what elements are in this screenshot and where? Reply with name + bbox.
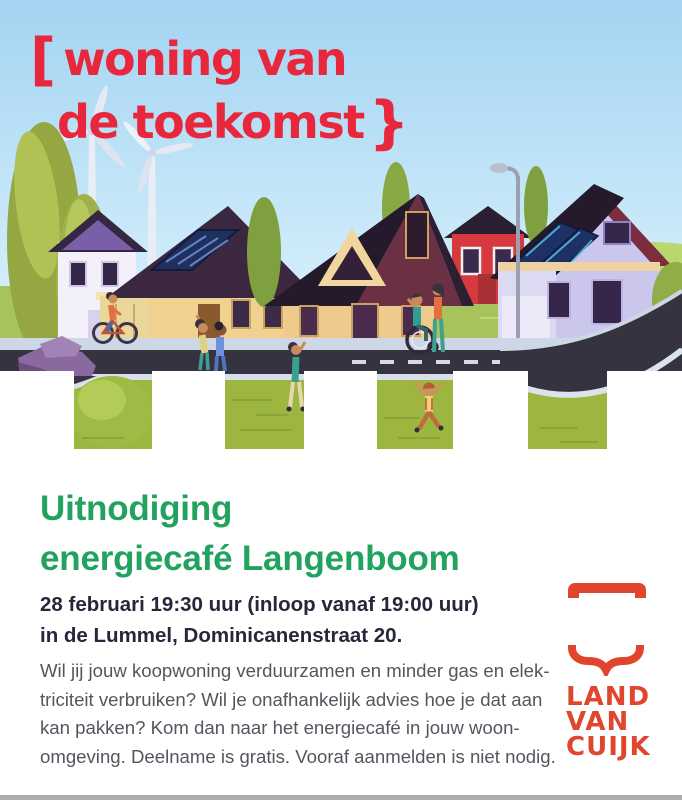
bracket-close-glyph: } bbox=[368, 90, 410, 156]
municipality-logo-word3: CUIJK bbox=[566, 732, 651, 762]
body-line: kan pakken? Kom dan naar het energiecafé in jouw woon- bbox=[40, 717, 520, 739]
cypress-tree bbox=[247, 197, 281, 307]
event-date-location bbox=[40, 590, 479, 651]
brand-logo-text2: de toekomst bbox=[57, 95, 364, 149]
grass-streaks bbox=[82, 400, 598, 442]
brand-logo-line2 bbox=[30, 89, 410, 156]
event-date-line: 28 februari 19:30 uur (inloop vanaf 19:00 uur) bbox=[40, 593, 479, 616]
page-bottom-border bbox=[0, 795, 682, 800]
page-title bbox=[40, 484, 460, 584]
brand-logo-line1 bbox=[30, 26, 409, 93]
municipality-logo-word1: LAND bbox=[566, 682, 651, 712]
body-line: Wil jij jouw koopwoning verduurzamen en minder gas en elek- bbox=[40, 660, 550, 681]
event-location-line: in de Lummel, Dominicanenstraat 20. bbox=[40, 623, 403, 647]
page-title-line1: Uitnodiging bbox=[40, 489, 233, 528]
bracket-open-glyph: [ bbox=[30, 27, 57, 93]
body-paragraph bbox=[40, 657, 556, 771]
page-title-line2: energiecafé Langenboom bbox=[40, 539, 460, 578]
municipality-logo-text bbox=[566, 682, 666, 762]
brand-logo-text1: woning van bbox=[63, 32, 347, 86]
municipality-logo-brackets-icon bbox=[566, 576, 656, 676]
body-line: omgeving. Deelname is gratis. Vooraf aanmelden is niet nodig. bbox=[40, 745, 556, 767]
municipality-logo-word2: VAN bbox=[566, 707, 630, 737]
body-line: triciteit verbruiken? Wil je onafhankelijk advies hoe je dat aan bbox=[40, 688, 543, 710]
municipality-logo bbox=[566, 576, 666, 760]
brand-logo bbox=[30, 26, 410, 156]
